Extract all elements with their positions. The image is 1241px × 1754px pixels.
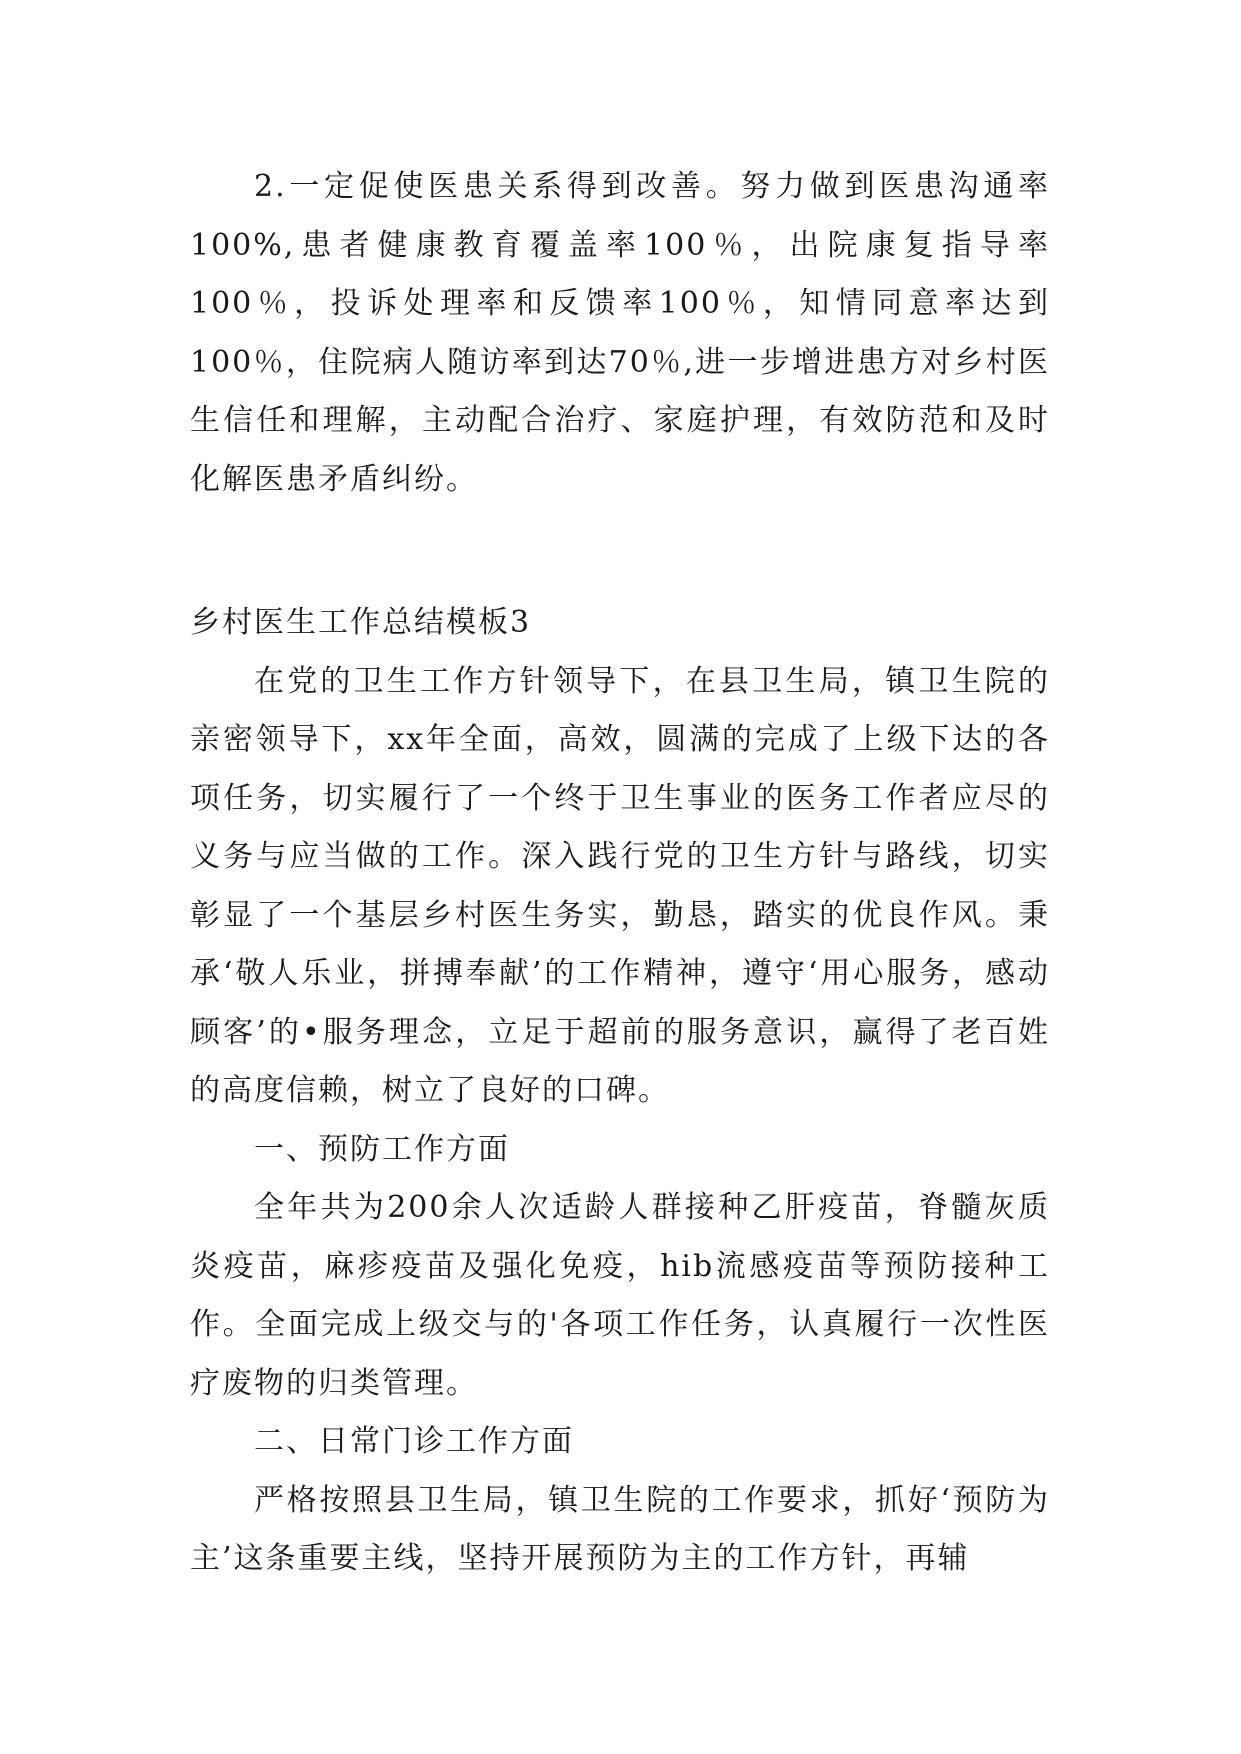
paragraph-prevention: 全年共为200余人次适龄人群接种乙肝疫苗，脊髓灰质炎疫苗，麻疹疫苗及强化免疫，hib流感疫苗等预防接种工作。全面完成上级交与的'各项工作任务，认真履行一次性医疗废物的归类管理。 xyxy=(190,1190,1050,1401)
paragraph-outpatient: 严格按照县卫生局，镇卫生院的工作要求，抓好‘预防为主’这条重要主线，坚持开展预防为主的工作方针，再辅 xyxy=(190,1482,1050,1576)
section-title: 乡村医生工作总结模板3 xyxy=(190,605,532,640)
paragraph-intro: 在党的卫生工作方针领导下，在县卫生局，镇卫生院的亲密领导下，xx年全面，高效，圆满的完成了上级下达的各项任务，切实履行了一个终于卫生事业的医务工作者应尽的义务与应当做的工作。深入践行党的卫生方针与路线，切实彰显了一个基层乡村医生务实，勤恳，踏实的优良作风。秉承‘敬人乐业，拼搏奉献’的工作精神，遵守‘用心服务，感动顾客’的•服务理念，立足于超前的服务意识，赢得了老百姓的高度信赖，树立了良好的口碑。 xyxy=(190,663,1050,1108)
paragraph-doctor-patient-relations: 2.一定促使医患关系得到改善。努力做到医患沟通率100%,患者健康教育覆盖率100％，出院康复指导率100％，投诉处理率和反馈率100％，知情同意率达到100％，住院病人随访率到达70％,进一步增进患方对乡村医生信任和理解，主动配合治疗、家庭护理，有效防范和及时化解医患矛盾纠纷。 xyxy=(190,169,1050,497)
heading-prevention: 一、预防工作方面 xyxy=(254,1131,510,1167)
heading-outpatient: 二、日常门诊工作方面 xyxy=(254,1424,574,1459)
document-content xyxy=(190,158,1050,1589)
paragraph-gap xyxy=(190,509,1050,594)
